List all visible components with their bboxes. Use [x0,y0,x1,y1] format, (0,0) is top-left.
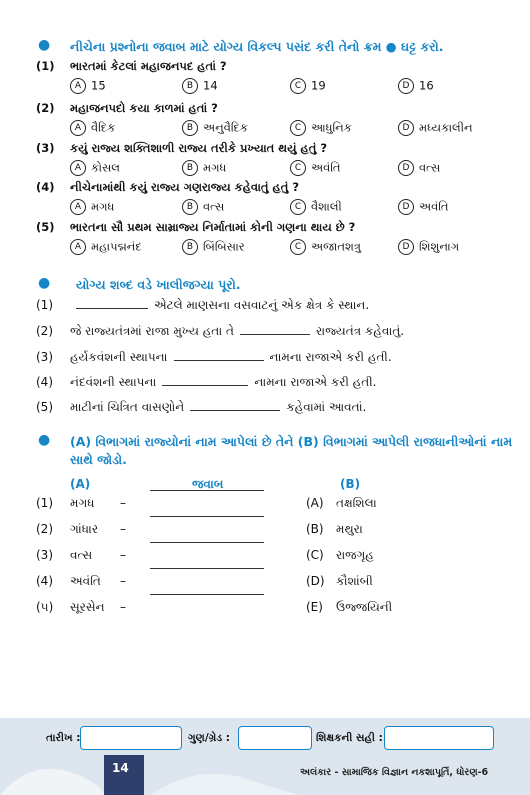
option-c[interactable] [290,199,342,215]
fill-before: જે રાજ્યતંત્રમાં રાજા મુખ્ય હતા તે [70,324,234,338]
date-field[interactable] [80,726,182,750]
fill-sentence [70,400,366,415]
option-label: શિશુનાગ [419,239,460,254]
option-label: કોસલ [91,160,121,175]
fill-sentence [70,324,404,339]
grade-field[interactable] [238,726,312,750]
answer-blank-line[interactable] [150,516,264,517]
match-capital-name: મથુરા [336,522,363,536]
match-capital-letter: (B) [306,522,324,536]
option-d[interactable] [398,120,473,136]
match-capital-letter: (D) [306,574,325,588]
fill-number: (5) [36,400,53,414]
section1-heading: નીચેના પ્રશ્નોના જવાબ માટે યોગ્ય વિકલ્પ પસંદ કરી તેનો ક્રમ ● ઘટ્ટ કરો. [70,39,444,54]
question-text: ભારતના સૌ પ્રથમ સામ્રાજ્ય નિર્માતામાં કોની ગણના થાય છે ? [70,220,356,234]
match-number: (1) [36,496,53,510]
section3-bullet: ● [38,432,51,448]
option-c[interactable] [290,239,361,255]
question-text: નીચેનામાંથી કયું રાજ્ય ગણરાજ્ય કહેવાતું હતું ? [70,180,299,194]
fill-blank-line[interactable] [76,298,148,309]
option-label: મહાપદ્મનંદ [91,239,142,254]
option-label: બિંબિસાર [203,239,245,254]
date-label: તારીખ : [46,732,81,744]
fill-number: (4) [36,375,53,389]
option-d[interactable] [398,239,459,255]
option-letter-circle[interactable]: D [398,160,414,176]
match-state-name: ગાંધાર [70,522,99,536]
footer-caption: અલંકાર - સામાજિક વિજ્ઞાન નકશાપૂર્તિ, ધોરણ-6 [300,767,489,778]
section1-bullet: ● [38,37,51,53]
option-c[interactable] [290,160,341,176]
option-label: વૈદિક [91,120,116,135]
section2-bullet: ● [38,275,51,291]
section3-heading-line2: સાથે જોડો. [70,452,127,467]
match-state-name: સૂરસેન [70,600,105,614]
option-label: અવંતિ [311,160,341,175]
match-state-name: મગધ [70,496,95,510]
option-label: 19 [311,78,326,93]
option-label: વત્સ [203,199,225,214]
option-letter-circle[interactable]: B [182,239,198,255]
option-letter-circle[interactable]: A [70,120,86,136]
match-capital-name: કૌશાંબી [336,574,373,588]
option-label: અવંતિ [419,199,449,214]
match-number: (2) [36,522,53,536]
option-letter-circle[interactable]: A [70,239,86,255]
question-text: ભારતમાં કેટલાં મહાજનપદ હતાં ? [70,59,227,73]
answer-blank-line[interactable] [150,490,264,491]
question-number: (1) [36,59,55,73]
fill-number: (2) [36,324,53,338]
match-capital-letter: (A) [306,496,324,510]
answer-blank-line[interactable] [150,594,264,595]
option-label: મધ્યકાલીન [419,120,473,135]
match-dash: – [120,548,126,562]
option-b[interactable] [182,160,226,176]
option-label: અનુવૈદિક [203,120,249,135]
option-letter-circle[interactable]: C [290,239,306,255]
fill-before: માટીનાં ચિત્રિત વાસણોને [70,400,185,414]
option-letter-circle[interactable]: A [70,78,86,94]
fill-number: (1) [36,298,53,312]
option-letter-circle[interactable]: D [398,199,414,215]
match-capital-letter: (E) [306,600,323,614]
option-letter-circle[interactable]: B [182,160,198,176]
option-letter-circle[interactable]: C [290,199,306,215]
match-dash: – [120,574,126,588]
option-letter-circle[interactable]: B [182,120,198,136]
fill-after: કહેવામાં આવતાં. [286,400,367,414]
option-a[interactable] [70,160,120,176]
option-b[interactable] [182,239,245,255]
option-d[interactable] [398,160,440,176]
question-text: કયું રાજ્ય શક્તિશાળી રાજ્ય તરીકે પ્રખ્યાત થયું હતું ? [70,141,327,155]
option-a[interactable] [70,199,114,215]
answer-blank-line[interactable] [150,542,264,543]
teacher-sign-label: શિક્ષકની સહી : [316,732,383,744]
match-capital-name: ઉજ્જયિની [336,600,393,614]
page-number: 14 [112,761,129,775]
question-number: (2) [36,101,55,115]
fill-blank-line[interactable] [190,400,280,411]
option-label: અજાતશત્રુ [311,239,361,254]
fill-sentence [70,350,392,365]
match-number: (3) [36,548,53,562]
fill-blank-line[interactable] [162,375,248,386]
option-c[interactable] [290,120,352,136]
match-dash: – [120,600,126,614]
fill-sentence [70,375,376,390]
fill-after: એટલે માણસના વસવાટનું એક ક્ષેત્ર કે સ્થાન. [154,298,370,312]
fill-after: નામના રાજાએ કરી હતી. [269,350,392,364]
match-capital-name: તક્ષશિલા [336,496,377,510]
option-b[interactable] [182,78,218,94]
teacher-sign-field[interactable] [384,726,494,750]
match-state-name: અવંતિ [70,574,101,588]
match-dash: – [120,522,126,536]
match-capital-name: રાજગૃહ [336,548,374,562]
option-a[interactable] [70,120,115,136]
question-text: મહાજનપદો કયા કાળમાં હતાં ? [70,101,218,115]
match-number: (૫) [36,600,54,614]
option-a[interactable] [70,239,142,255]
fill-sentence [70,298,369,313]
option-label: વત્સ [419,160,441,175]
fill-after: નામના રાજાએ કરી હતી. [254,375,377,389]
fill-number: (3) [36,350,53,364]
section2-heading: યોગ્ય શબ્દ વડે ખાલીજગ્યા પૂરો. [76,277,241,292]
fill-before: હર્યકવંશની સ્થાપના [70,350,168,364]
match-capital-letter: (C) [306,548,324,562]
column-a-header: (A) [70,477,91,491]
option-letter-circle[interactable]: B [182,199,198,215]
option-d[interactable] [398,199,449,215]
match-dash: – [120,496,126,510]
match-state-name: વત્સ [70,548,93,562]
option-a[interactable] [70,78,106,94]
option-letter-circle[interactable]: D [398,239,414,255]
section3-heading-line1: (A) વિભાગમાં રાજ્યોનાં નામ આપેલાં છે તેને (B) વિભાગમાં આપેલી રાજધાનીઓનાં નામ [70,434,513,449]
option-letter-circle[interactable]: A [70,199,86,215]
option-letter-circle[interactable]: B [182,78,198,94]
answer-blank-line[interactable] [150,568,264,569]
option-label: 15 [91,78,106,93]
option-label: આધુનિક [311,120,352,135]
column-answer-header: જવાબ [192,477,224,491]
question-number: (5) [36,220,55,234]
option-letter-circle[interactable]: C [290,78,306,94]
option-label: 16 [419,78,434,93]
option-b[interactable] [182,199,224,215]
question-number: (3) [36,141,55,155]
fill-after: રાજ્યતંત્ર કહેવાતું. [315,324,405,338]
option-letter-circle[interactable]: D [398,78,414,94]
column-b-header: (B) [340,477,361,491]
fill-blank-line[interactable] [240,324,310,335]
option-d[interactable] [398,78,434,94]
option-letter-circle[interactable]: A [70,160,86,176]
fill-before: નંદવંશની સ્થાપના [70,375,157,389]
fill-blank-line[interactable] [174,350,264,361]
match-number: (4) [36,574,53,588]
option-label: મગધ [91,199,115,214]
option-b[interactable] [182,120,248,136]
option-letter-circle[interactable]: C [290,160,306,176]
option-label: મગધ [203,160,227,175]
grade-label: ગુણ/ગ્રેડ : [188,732,230,744]
option-label: વૈશાલી [311,199,342,214]
option-letter-circle[interactable]: D [398,120,414,136]
option-c[interactable] [290,78,326,94]
option-letter-circle[interactable]: C [290,120,306,136]
question-number: (4) [36,180,55,194]
option-label: 14 [203,78,218,93]
